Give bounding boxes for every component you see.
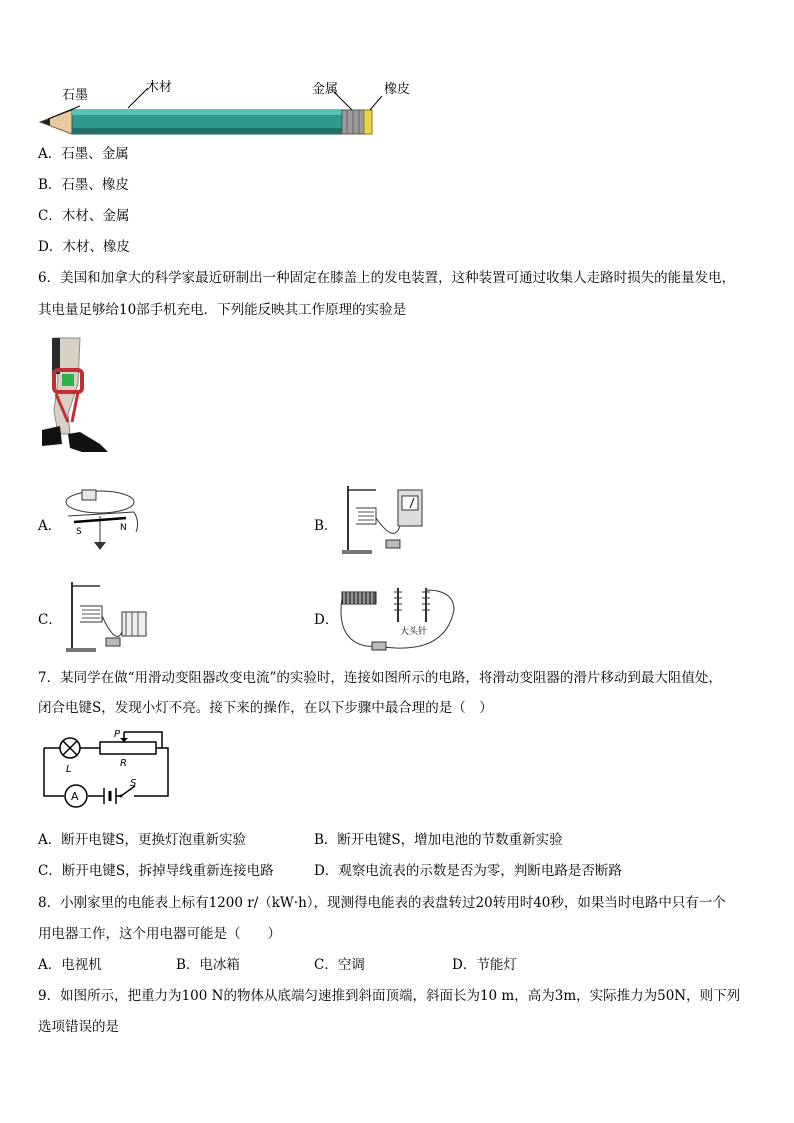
pencil-label-wood: 木材 — [146, 80, 173, 95]
q8-option-a: A．电视机 — [38, 957, 102, 973]
q5-option-b: B．石墨、橡皮 — [38, 177, 129, 193]
q5-option-c: C．木材、金属 — [38, 208, 130, 224]
q6-option-d-label: D． — [314, 612, 339, 628]
q6-option-a-label: A． — [38, 518, 62, 534]
q6-option-a-figure — [60, 482, 146, 556]
q8-option-b: B．电冰箱 — [176, 957, 240, 973]
q5-option-a: A．石墨、金属 — [38, 146, 129, 162]
q5-option-d: D．木材、橡皮 — [38, 239, 130, 255]
pencil-figure — [36, 76, 436, 138]
pencil-label-graphite: 石墨 — [62, 88, 89, 103]
q9-text-line1: 9．如图所示，把重力为100 N的物体从底端匀速推到斜面顶端，斜面长为10 m，高为3m，实际推力为50N，则下列 — [38, 988, 741, 1004]
q8-option-c: C．空调 — [314, 957, 365, 973]
q6-option-a-s-label: S — [76, 527, 82, 537]
q7-option-a: A．断开电键S，更换灯泡重新实验 — [38, 832, 246, 848]
circuit-label-a: A — [71, 790, 79, 803]
q8-text-line1: 8．小刚家里的电能表上标有1200 r/（kW·h），现测得电能表的表盘转过20转用时40秒，如果当时电路中只有一个 — [38, 895, 726, 911]
q7-circuit-diagram — [40, 728, 174, 810]
circuit-label-s: S — [130, 778, 137, 789]
pencil-label-metal: 金属 — [312, 82, 339, 97]
q6-option-d-figure — [336, 580, 462, 654]
circuit-label-r: R — [120, 758, 127, 769]
q9-text-line2: 选项错误的是 — [38, 1019, 119, 1035]
q8-text-line2: 用电器工作，这个用电器可能是（ ） — [38, 926, 281, 942]
pencil-rubber — [364, 110, 372, 134]
q6-text-line1: 6．美国和加拿大的科学家最近研制出一种固定在膝盖上的发电装置，这种装置可通过收集人走路时损失的能量发电， — [38, 270, 736, 286]
q7-option-d: D．观察电流表的示数是否为零，判断电路是否断路 — [314, 863, 622, 879]
pencil-graphite — [40, 119, 50, 126]
circuit-label-p: P — [114, 729, 121, 740]
rheostat-symbol — [100, 742, 156, 754]
q6-option-c-figure — [60, 576, 150, 656]
q8-option-d: D．节能灯 — [452, 957, 517, 973]
q7-option-c: C．断开电键S，拆掉导线重新连接电路 — [38, 863, 274, 879]
pencil-label-rubber: 橡皮 — [384, 82, 411, 97]
q6-option-b-figure — [336, 478, 426, 558]
q6-text-line2: 其电量足够给10部手机充电．下列能反映其工作原理的实验是 — [38, 302, 407, 318]
circuit-label-l: L — [66, 764, 72, 775]
q6-option-d-pin-label: 大头针 — [400, 627, 428, 637]
q7-text-line2: 闭合电键S，发现小灯不亮。接下来的操作，在以下步骤中最合理的是（ ） — [38, 700, 493, 716]
q7-text-line1: 7．某同学在做“用滑动变阻器改变电流”的实验时，连接如图所示的电路，将滑动变阻器的滑片移动到最大阻值处， — [38, 670, 722, 686]
q6-option-b-label: B． — [314, 518, 338, 534]
knee-generator-image — [38, 334, 120, 462]
q6-option-a-n-label: N — [120, 523, 127, 533]
q6-option-c-label: C． — [38, 612, 62, 628]
q7-option-b: B．断开电键S，增加电池的节数重新实验 — [314, 832, 563, 848]
